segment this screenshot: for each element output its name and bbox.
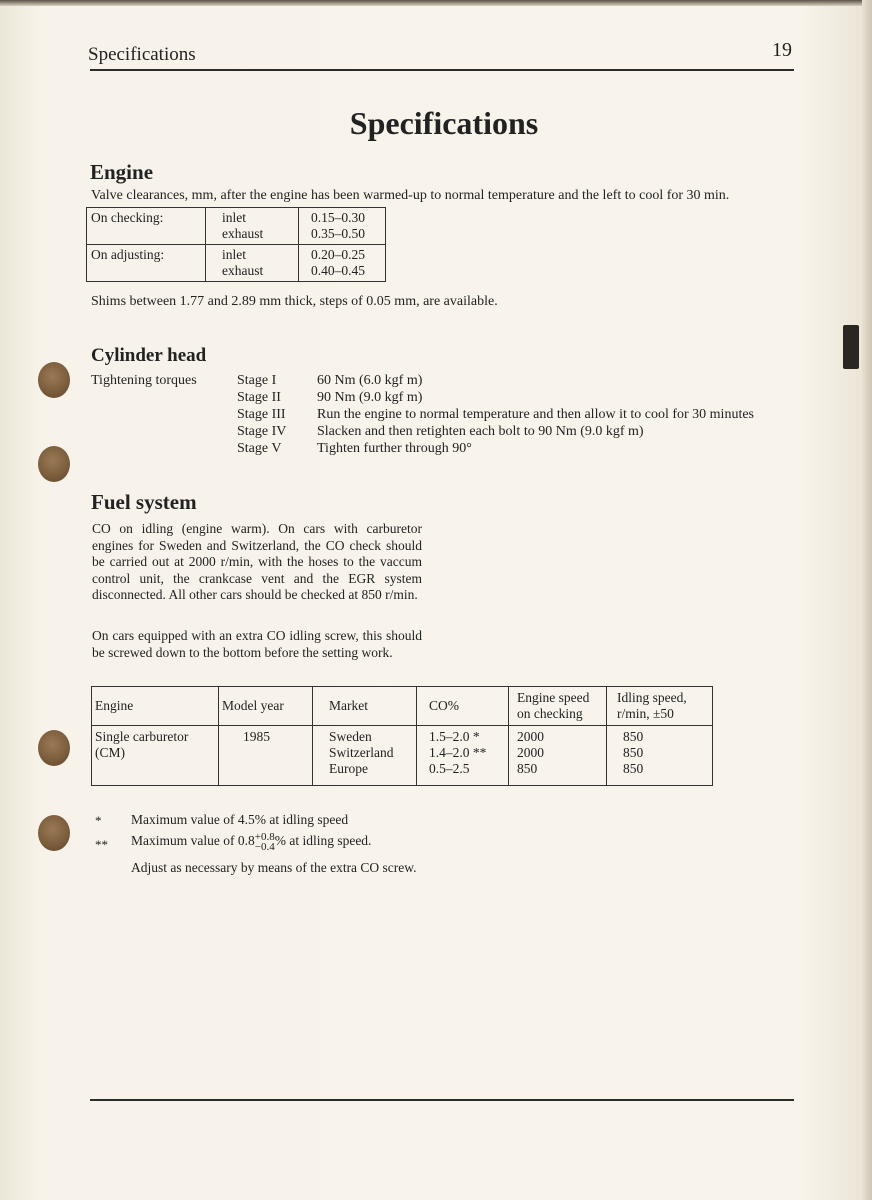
idling-speed-value: 850	[623, 745, 644, 760]
header-idling-speed: Idling speed, r/min, ±50	[607, 687, 713, 726]
footnote-text: Maximum value of 4.5% at idling speed	[131, 812, 349, 827]
page-title: Specifications	[349, 105, 539, 141]
section-tab-marker	[843, 325, 859, 369]
stage-value: Tighten further through 90°	[317, 441, 472, 456]
adjust-note: Adjust as necessary by means of the extra CO screw.	[131, 860, 417, 875]
idling-speed-value: 850	[623, 729, 644, 744]
header-co: CO%	[417, 687, 509, 726]
fuel-paragraph-2: On cars equipped with an extra CO idling screw, this should be screwed down to the bottom before the setting work.	[92, 628, 422, 660]
footnote-mark: **	[95, 837, 108, 852]
engine-heading: Engine	[90, 160, 154, 184]
stage-label: Stage II	[237, 390, 281, 405]
valve-names	[206, 245, 299, 282]
co-value: 1.5–2.0 *	[429, 729, 480, 744]
stage-label: Stage I	[237, 373, 277, 388]
stage-label: Stage III	[237, 407, 286, 422]
stage-value: Run the engine to normal temperature and then allow it to cool for 30 minutes	[317, 407, 755, 422]
tolerance-plus: +0.8	[254, 831, 275, 843]
engine-intro: Valve clearances, mm, after the engine has been warmed-up to normal temperature and the left to cool for 30 min.	[91, 188, 730, 203]
binder-hole-3	[38, 730, 70, 766]
engine-type: Single carburetor	[95, 729, 189, 744]
valve-names	[206, 208, 299, 245]
co-idling-table	[91, 686, 713, 786]
footnote-text-before: Maximum value of 0.8	[131, 833, 255, 849]
page-right-edge	[862, 0, 872, 1200]
footnote-mark: *	[95, 813, 102, 828]
valve-exhaust: exhaust	[222, 226, 264, 241]
tolerance-minus: −0.4	[254, 841, 275, 853]
stage-value: 90 Nm (9.0 kgf m)	[317, 390, 423, 405]
stage-values	[317, 372, 754, 457]
header-model-year: Model year	[219, 687, 313, 726]
clearance-inlet: 0.20–0.25	[311, 247, 365, 262]
cell-engine	[92, 726, 219, 786]
fuel-system-heading: Fuel system	[91, 490, 197, 514]
table-header-row	[92, 687, 713, 726]
footer-rule	[90, 1099, 794, 1101]
cell-co	[417, 726, 509, 786]
valve-inlet: inlet	[222, 247, 246, 262]
footnote-text-after: % at idling speed.	[274, 833, 372, 849]
cylinder-head-heading: Cylinder head	[91, 345, 207, 366]
market-item: Sweden	[329, 729, 372, 744]
clearance-exhaust: 0.40–0.45	[311, 263, 365, 278]
engine-speed-value: 2000	[517, 745, 544, 760]
co-value: 0.5–2.5	[429, 761, 470, 776]
cell-idling-speed	[607, 726, 713, 786]
stage-value: Slacken and then retighten each bolt to 90 Nm (9.0 kgf m)	[317, 424, 644, 439]
valve-inlet: inlet	[222, 210, 246, 225]
table-row	[87, 208, 386, 245]
engine-speed-value: 2000	[517, 729, 544, 744]
binder-hole-2	[38, 446, 70, 482]
co-value: 1.4–2.0 **	[429, 745, 487, 760]
tolerance-stack	[255, 832, 275, 852]
header-engine-speed: Engine speed on checking	[509, 687, 607, 726]
header-market: Market	[313, 687, 417, 726]
clearance-exhaust: 0.35–0.50	[311, 226, 365, 241]
stage-label: Stage IV	[237, 424, 287, 439]
cell-model-year: 1985	[219, 726, 313, 786]
cell-engine-speed	[509, 726, 607, 786]
row-label: On checking:	[87, 208, 206, 245]
binder-hole-1	[38, 362, 70, 398]
running-header-title: Specifications	[88, 44, 196, 65]
engine-speed-value: 850	[517, 761, 538, 776]
page-number: 19	[772, 39, 792, 61]
table-row	[92, 726, 713, 786]
row-label: On adjusting:	[87, 245, 206, 282]
clearance-values	[299, 208, 386, 245]
stage-label: Stage V	[237, 441, 282, 456]
clearance-values	[299, 245, 386, 282]
fuel-paragraph-1: CO on idling (engine warm). On cars with carburetor engines for Sweden and Switzerland, the CO check should be carried out at 2000 r/min, with the hoses to the vaccum control unit, the crankcase vent and the EGR system disconnected. All other cars should be checked at 850 r/min.	[92, 521, 422, 602]
stage-value: 60 Nm (6.0 kgf m)	[317, 373, 423, 388]
market-item: Europe	[329, 761, 368, 776]
header-rule	[90, 69, 794, 71]
cell-market	[313, 726, 417, 786]
shims-note: Shims between 1.77 and 2.89 mm thick, steps of 0.05 mm, are available.	[91, 294, 498, 309]
page-top-shadow	[0, 0, 872, 6]
valve-exhaust: exhaust	[222, 263, 264, 278]
clearance-inlet: 0.15–0.30	[311, 210, 365, 225]
valve-clearance-table	[86, 207, 386, 282]
header-engine: Engine	[92, 687, 219, 726]
stage-list	[237, 372, 286, 457]
engine-code: (CM)	[95, 745, 125, 760]
market-item: Switzerland	[329, 745, 394, 760]
footnote-text	[131, 832, 371, 852]
table-row	[87, 245, 386, 282]
idling-speed-value: 850	[623, 761, 644, 776]
binder-hole-4	[38, 815, 70, 851]
tightening-torques-label: Tightening torques	[91, 373, 197, 388]
